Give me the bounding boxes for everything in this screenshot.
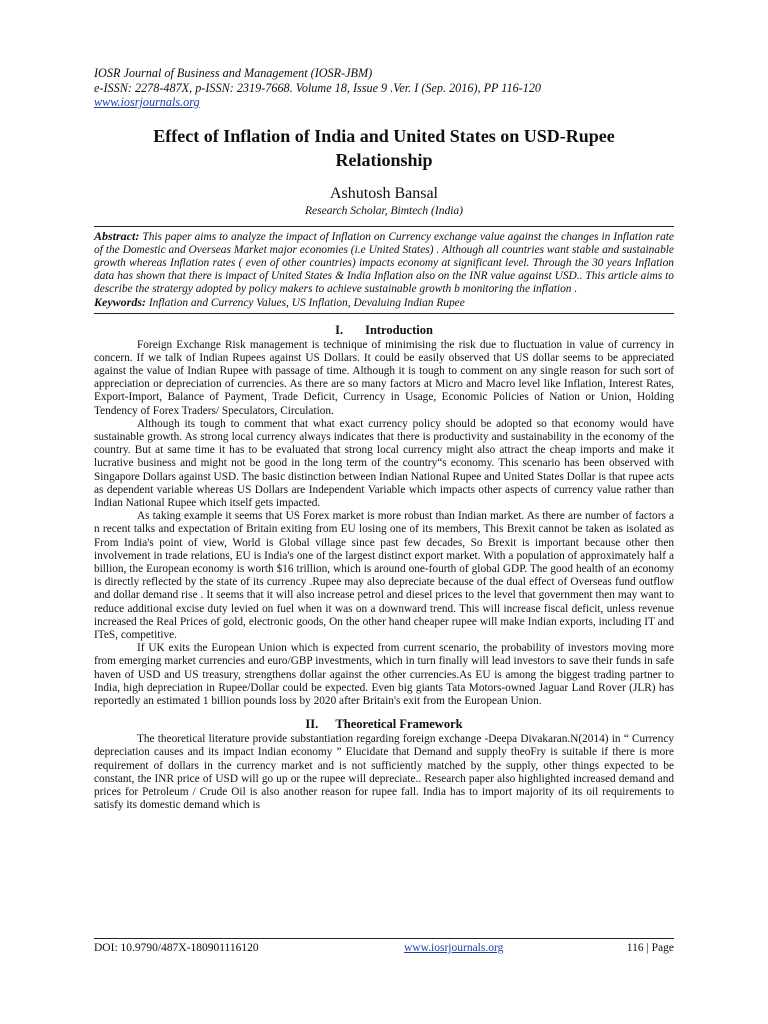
journal-website-link[interactable]: www.iosrjournals.org (94, 95, 200, 109)
section-number: II. (305, 717, 319, 732)
page-footer (94, 938, 674, 954)
title-line-2: Relationship (335, 149, 433, 170)
footer-doi: DOI: 10.9790/487X-180901116120 (94, 942, 259, 954)
section-title: Introduction (365, 322, 433, 337)
body-paragraph: As taking example it seems that US Forex market is more robust than Indian market. As there are number of factors a n recent talks and expectation of Britain exiting from EU losing one of its members, This Brexit cannot be taken as isolated as From India's point of view, World is Global village since past few decades, So Brexit is important because other then involvement in trade relations, EU is India's one of the largest distinct export market. With a population of approximately half a billion, the European economy is worth $16 trillion, which is around one-fourth of global GDP. The good health of an economy is directly reflected by the state of its currency .Rupee may also depreciate because of the dual effect of Overseas fund outflow and dollar demand rise . It seems that it will also increase petrol and diesel prices to the level that government then may want to reduce additional excise duty levied on fuel when it was on a downward trend. This will increase fiscal deficit, unless revenue increased the Real Prices of gold, electronic goods, On the other hand cheaper rupee will make Indian exports, including IT and ITeS, competitive. (94, 510, 674, 641)
abstract-label: Abstract: (94, 228, 140, 243)
paper-title (94, 124, 674, 172)
issn-line: e-ISSN: 2278-487X, p-ISSN: 2319-7668. Volume 18, Issue 9 .Ver. I (Sep. 2016), PP 116-120 (94, 80, 542, 95)
paper-page (94, 66, 674, 812)
abstract-bottom-rule (94, 313, 674, 314)
body-paragraph: Although its tough to comment that what exact currency policy should be adopted so that economy would have sustainable growth. As strong local currency always indicates that there is productivity and sustainability in the economy of the country. But at same time it has to be evaluated that strong local currency might also attract the cheap imports and make it lucrative business and might not be good in the long term of the country“s economy. This scenario has been observed with Singapore Dollars against USD. The basic distinction between Indian National Rupee and United States Dollar is that rupee acts as dependent variable whereas US Dollars are Independent Variable which impacts other aspects of currency value rather than Indian National Rupee which itself gets impacted. (94, 417, 674, 509)
body-paragraph: If UK exits the European Union which is expected from current scenario, the probability of investors moving more from emerging market currencies and euro/GBP investments, which in turn finally will lead investors to save their funds in safe haven of USD and US treasury, strengthens dollar against the other currencies.As EU is among the biggest trading partner to India, high depreciation in Rupee/Dollar could be expected. Even big giants Tata Motors-owned Jaguar Land Rover (JLR) has reportedly an estimated 1 billion pounds loss by 2020 after Britain's exit from the European Union. (94, 642, 674, 707)
body-paragraph: Foreign Exchange Risk management is technique of minimising the risk due to fluctuation in value of currency in concern. If we talk of Indian Rupees against US Dollars. It could be easily observed that US dollar seems to be appreciated against the value of Indian Rupee with passage of time. Although it is tough to comment on any single reason for such sort of appreciation or depreciation of currencies. As there are so many factors at Micro and Macro level like Inflation, Interest Rates, Export-Import, Balance of Payment, Trade Deficit, Currency in Usage, Economic Policies of Nation or Union, Holding Tendency of Forex Traders/ Speculators, Circulation. (94, 338, 674, 417)
body-paragraph: The theoretical literature provide substantiation regarding foreign exchange -Deepa Divakaran.N(2014) in “ Currency depreciation causes and its impact Indian economy ” Elucidate that Demand and supply theoFry is suitable if there is more requirement of dollars in the currency market and is not sufficiently matched by the supply, other things expected to be constant, the INR price of USD will go up or the rupee will depreciate.. Research paper also highlighted increased demand and prices for Petroleum / Crude Oil is also another reason for rupee fall. India has to import majority of its oil requirements to satisfy its domestic demand which is (94, 733, 674, 812)
section-heading-theoretical-framework (94, 717, 674, 731)
abstract-text: This paper aims to analyze the impact of Inflation on Currency exchange value against the changes in Inflation rate of the Domestic and Overseas Market major economies (i.e United States) . Although all countries want stable and sustainable growth whereas Inflation rates ( even of other countries) impacts economy at significant level. Through the 30 years Inflation data has shown that there is impact of United States & India Inflation also on the INR value against USD.. This article aims to describe the stratergy adopted by policy makers to achieve sustainable growth b monitoring the inflation . (94, 230, 674, 295)
journal-name: IOSR Journal of Business and Management (IOSR-JBM) (94, 66, 373, 80)
footer-website-link[interactable]: www.iosrjournals.org (404, 942, 504, 954)
abstract-block (94, 227, 674, 296)
section-title: Theoretical Framework (335, 717, 463, 732)
keywords-block (94, 296, 674, 313)
footer-page-number: 116 | Page (626, 942, 674, 954)
section-heading-introduction (94, 323, 674, 337)
author-affiliation: Research Scholar, Bimtech (India) (305, 204, 463, 217)
keywords-label: Keywords: (94, 294, 146, 309)
author-name: Ashutosh Bansal (330, 184, 438, 202)
keywords-text: Inflation and Currency Values, US Inflation, Devaluing Indian Rupee (146, 296, 465, 309)
section-number: I. (335, 322, 344, 337)
title-line-1: Effect of Inflation of India and United States on USD-Rupee (153, 125, 615, 146)
journal-header (94, 66, 674, 110)
